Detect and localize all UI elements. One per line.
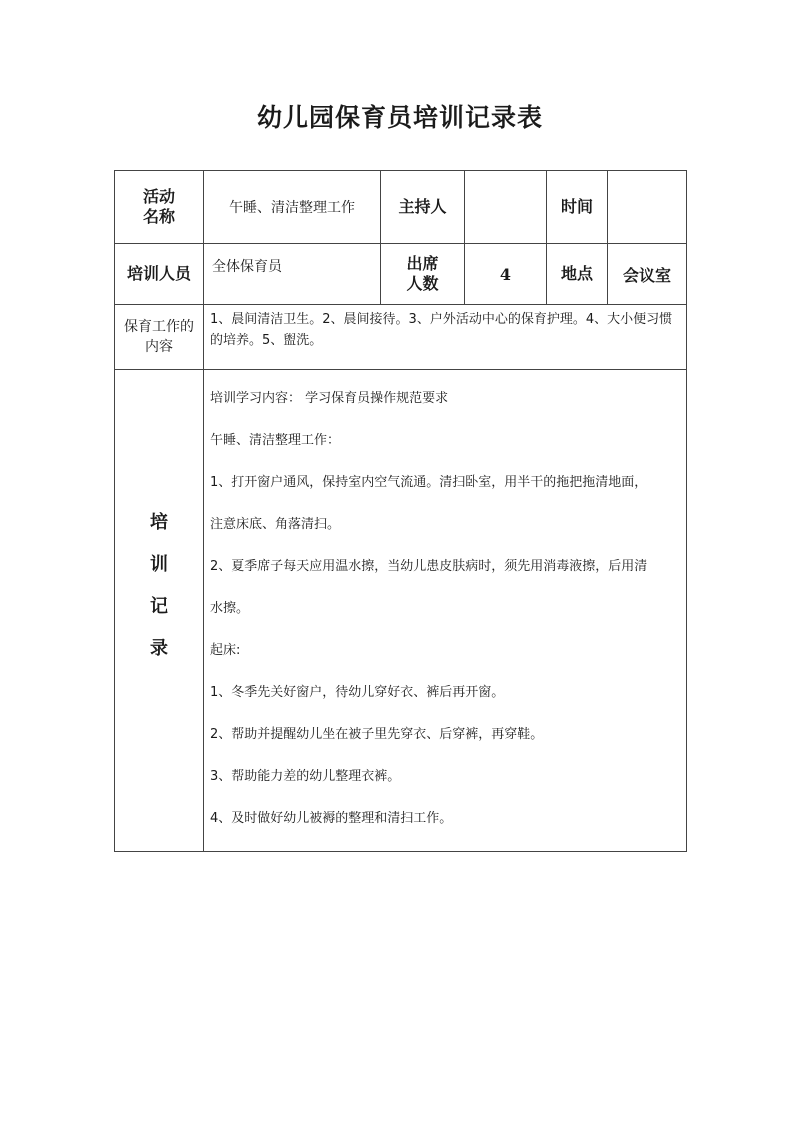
duties-label — [115, 305, 204, 370]
duties-value[interactable]: 1、晨间清洁卫生。2、晨间接待。3、户外活动中心的保育护理。4、大小便习惯的培养。5、盥洗。 — [204, 305, 687, 370]
record-label-char: 记 — [150, 596, 168, 617]
record-line: 午睡、清洁整理工作： — [210, 433, 341, 448]
record-line: 注意床底、角落清扫。 — [210, 517, 341, 532]
location-label: 地点 — [547, 244, 608, 305]
activity-name-label-text: 活动 名称 — [142, 187, 175, 226]
row-record — [115, 370, 687, 852]
activity-name-label — [115, 171, 204, 244]
record-line: 培训学习内容： 学习保育员操作规范要求 — [210, 391, 449, 406]
location-value[interactable]: 会议室 — [608, 244, 687, 305]
record-line: 2、帮助并提醒幼儿坐在被子里先穿衣、后穿裤，再穿鞋。 — [210, 727, 544, 742]
record-line: 1、冬季先关好窗户，待幼儿穿好衣、裤后再开窗。 — [210, 685, 505, 700]
activity-name-value[interactable]: 午睡、清洁整理工作 — [204, 171, 381, 244]
record-line: 3、帮助能力差的幼儿整理衣裤。 — [210, 769, 401, 784]
record-label-char: 录 — [150, 638, 168, 659]
record-line: 4、及时做好幼儿被褥的整理和清扫工作。 — [210, 811, 453, 826]
record-line: 水擦。 — [210, 601, 250, 616]
page-title: 幼儿园保育员培训记录表 — [256, 103, 543, 132]
attendance-label-text: 出席 人数 — [406, 254, 439, 293]
record-line: 起床: — [210, 643, 241, 658]
row-trainees — [115, 244, 687, 305]
time-value[interactable] — [608, 171, 687, 244]
training-record-table — [114, 170, 687, 852]
trainees-label: 培训人员 — [115, 244, 204, 305]
record-line: 1、打开窗户通风，保持室内空气流通。清扫卧室，用半干的拖把拖清地面， — [210, 475, 648, 490]
host-value[interactable] — [465, 171, 547, 244]
row-activity — [115, 171, 687, 244]
time-label: 时间 — [547, 171, 608, 244]
duties-label-text: 保育工作的 内容 — [124, 319, 194, 355]
record-line: 2、夏季席子每天应用温水擦，当幼儿患皮肤病时，须先用消毒液擦，后用清 — [210, 559, 648, 574]
record-label-char: 培 — [150, 512, 168, 533]
row-duties — [115, 305, 687, 370]
attendance-label — [381, 244, 465, 305]
attendance-value[interactable]: 4 — [465, 244, 547, 305]
record-body[interactable] — [204, 370, 687, 852]
host-label: 主持人 — [381, 171, 465, 244]
trainees-value[interactable]: 全体保育员 — [204, 244, 381, 305]
record-label-char: 训 — [150, 554, 168, 575]
record-label — [115, 370, 204, 852]
